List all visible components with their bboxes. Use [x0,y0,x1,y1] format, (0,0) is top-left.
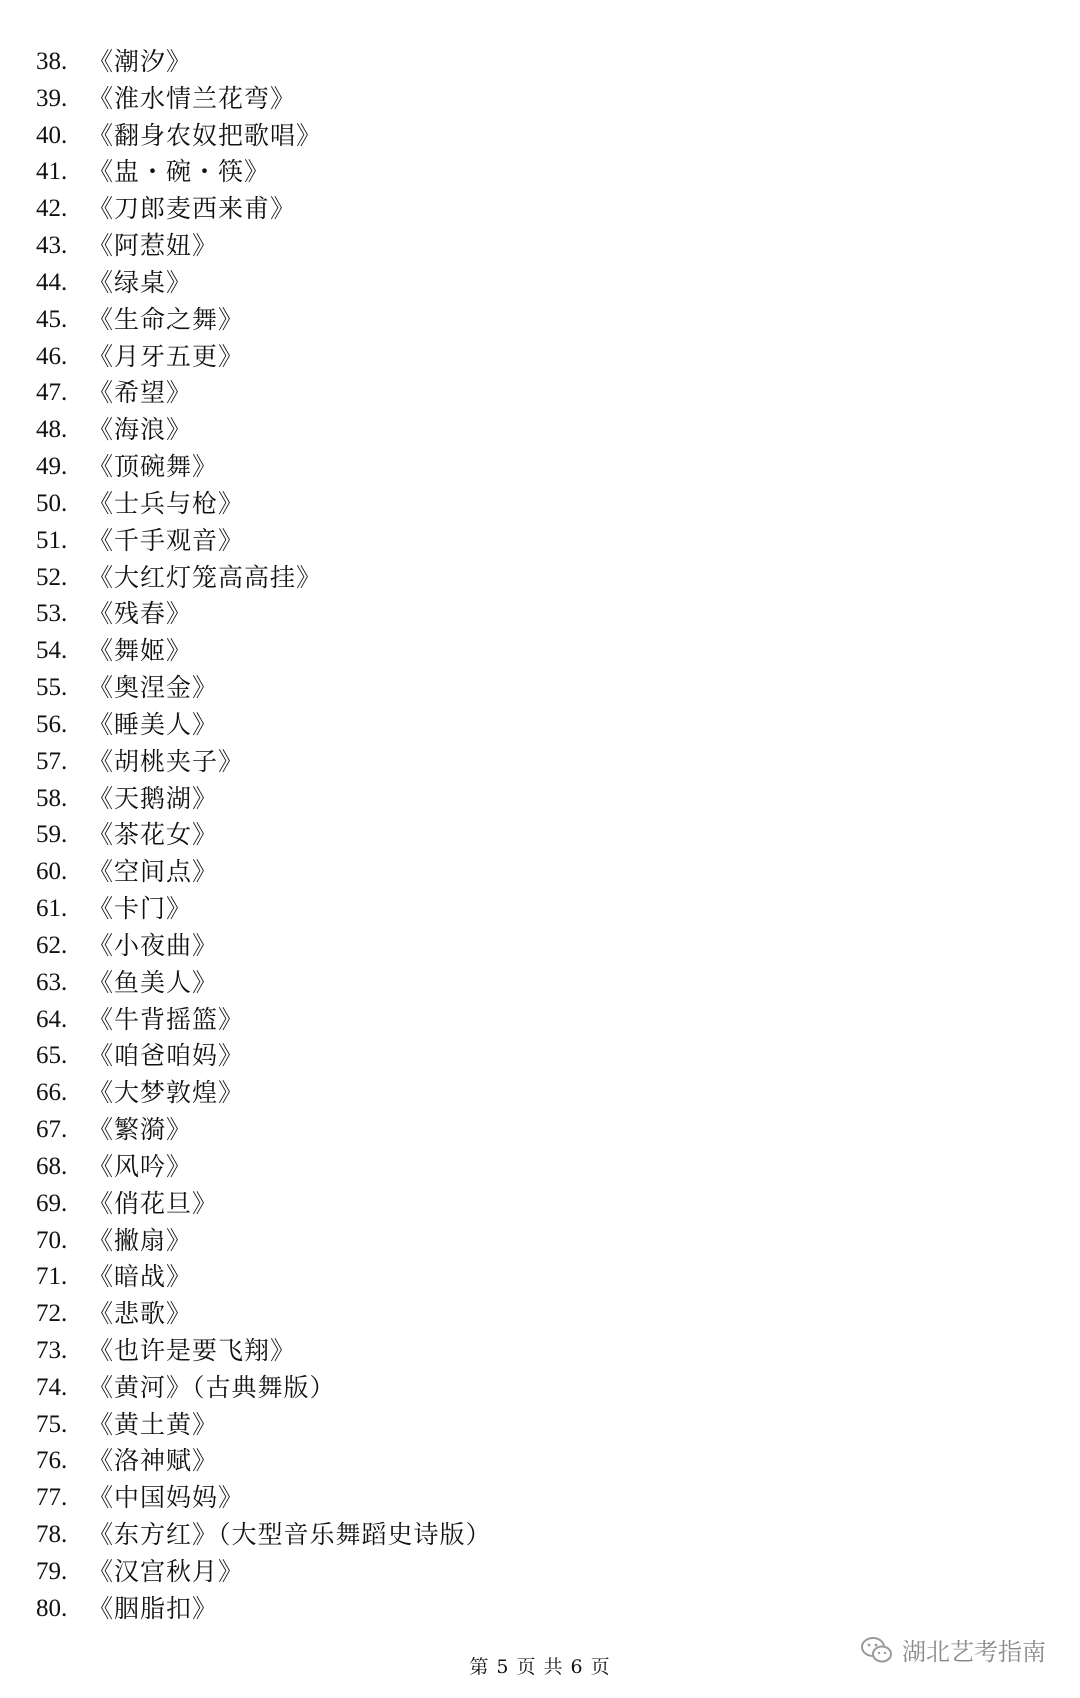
list-item [36,375,492,412]
item-title: 《奥涅金》 [88,673,219,703]
item-number: 65. [36,1042,68,1070]
item-title: 《咱爸咱妈》 [88,1041,245,1071]
item-title: 《舞姬》 [88,636,193,666]
item-title: 《空间点》 [88,857,219,887]
item-title: 《希望》 [88,378,193,408]
item-title: 《俏花旦》 [88,1188,219,1218]
list-item [36,228,492,265]
watermark-text: 湖北艺考指南 [902,1638,1046,1666]
list-item [36,1370,492,1407]
wechat-icon [860,1635,894,1665]
item-title: 《鱼美人》 [88,967,219,997]
item-number: 57. [36,747,68,775]
list-item [36,523,492,560]
list-item [36,633,492,670]
item-number: 53. [36,600,68,628]
item-number: 76. [36,1447,68,1475]
list-item [36,1223,492,1260]
item-number: 79. [36,1557,68,1585]
list-item [36,81,492,118]
item-title: 《月牙五更》 [88,341,245,371]
list-item [36,1554,492,1591]
item-number: 47. [36,379,68,407]
list-item [36,965,492,1002]
item-title: 《小夜曲》 [88,930,219,960]
item-title: 《东方红》（大型音乐舞蹈史诗版） [88,1520,492,1550]
item-number: 64. [36,1005,68,1033]
item-number: 73. [36,1336,68,1364]
item-title: 《淮水情兰花弯》 [88,83,297,113]
list-item [36,1407,492,1444]
list-item [36,1443,492,1480]
item-number: 77. [36,1484,68,1512]
item-number: 38. [36,48,68,75]
item-number: 63. [36,968,68,996]
list-item [36,1149,492,1186]
list-item [36,891,492,928]
item-title: 《千手观音》 [88,525,245,555]
item-number: 72. [36,1300,68,1328]
item-number: 58. [36,784,68,812]
item-title: 《大梦敦煌》 [88,1078,245,1108]
item-title: 《阿惹妞》 [88,231,219,261]
item-number: 55. [36,674,68,702]
item-number: 70. [36,1226,68,1254]
list-item [36,928,492,965]
list-item [36,339,492,376]
item-number: 45. [36,305,68,333]
item-title: 《翻身农奴把歌唱》 [88,120,323,150]
list-item [36,1333,492,1370]
item-number: 41. [36,158,68,186]
item-number: 74. [36,1373,68,1401]
item-title: 《顶碗舞》 [88,452,219,482]
item-number: 48. [36,416,68,444]
list-item [36,744,492,781]
item-title: 《潮汐》 [88,47,193,76]
list-item [36,302,492,339]
item-number: 60. [36,858,68,886]
item-number: 62. [36,931,68,959]
item-number: 61. [36,895,68,923]
item-number: 71. [36,1263,68,1291]
item-title: 《撇扇》 [88,1225,193,1255]
item-title: 《繁漪》 [88,1115,193,1145]
list-item [36,412,492,449]
item-number: 44. [36,268,68,296]
item-title: 《生命之舞》 [88,304,245,334]
list-item [36,1591,492,1628]
list-item [36,191,492,228]
list-item [36,781,492,818]
item-title: 《暗战》 [88,1262,193,1292]
item-title: 《绿桌》 [88,267,193,297]
list-item [36,154,492,191]
item-title: 《刀郎麦西来甫》 [88,194,297,224]
watermark [860,1632,1046,1667]
item-number: 54. [36,637,68,665]
list-item [36,1038,492,1075]
item-number: 49. [36,453,68,481]
item-title: 《天鹅湖》 [88,783,219,813]
item-title: 《中国妈妈》 [88,1483,245,1513]
item-title: 《悲歌》 [88,1299,193,1329]
list-item [36,1259,492,1296]
item-title: 《胡桃夹子》 [88,746,245,776]
list-item [36,817,492,854]
item-number: 69. [36,1189,68,1217]
list-item [36,1517,492,1554]
item-title: 《卡门》 [88,894,193,924]
list-item [36,854,492,891]
item-title: 《海浪》 [88,415,193,445]
item-title: 《大红灯笼高高挂》 [88,562,323,592]
list-item [36,670,492,707]
item-number: 42. [36,195,68,223]
item-number: 46. [36,342,68,370]
item-title: 《也许是要飞翔》 [88,1335,297,1365]
item-title: 《士兵与枪》 [88,488,245,518]
item-number: 43. [36,232,68,260]
item-number: 68. [36,1152,68,1180]
list-item [36,707,492,744]
list-item [36,560,492,597]
list-item [36,596,492,633]
repertoire-list [36,44,492,1628]
item-number: 78. [36,1521,68,1549]
item-title: 《胭脂扣》 [88,1593,219,1623]
list-item [36,449,492,486]
item-title: 《黄河》（古典舞版） [88,1372,336,1402]
item-title: 《茶花女》 [88,820,219,850]
item-title: 《牛背摇篮》 [88,1004,245,1034]
item-number: 67. [36,1116,68,1144]
item-number: 50. [36,489,68,517]
item-number: 75. [36,1410,68,1438]
list-item [36,1002,492,1039]
list-item [36,1186,492,1223]
item-title: 《睡美人》 [88,709,219,739]
item-number: 39. [36,84,68,112]
page-footer: 第 5 页 共 6 页 [469,1656,611,1678]
item-number: 52. [36,563,68,591]
list-item [36,1075,492,1112]
list-item [36,44,492,81]
item-number: 59. [36,821,68,849]
item-title: 《盅・碗・筷》 [88,157,271,187]
list-item [36,486,492,523]
item-title: 《洛神赋》 [88,1446,219,1476]
item-title: 《汉宫秋月》 [88,1556,245,1586]
item-title: 《残春》 [88,599,193,629]
item-number: 51. [36,526,68,554]
list-item [36,265,492,302]
item-number: 80. [36,1594,68,1622]
list-item [36,1296,492,1333]
item-number: 56. [36,710,68,738]
list-item [36,118,492,155]
item-title: 《黄土黄》 [88,1409,219,1439]
list-item [36,1480,492,1517]
item-title: 《风吟》 [88,1151,193,1181]
list-item [36,1112,492,1149]
item-number: 66. [36,1079,68,1107]
item-number: 40. [36,121,68,149]
